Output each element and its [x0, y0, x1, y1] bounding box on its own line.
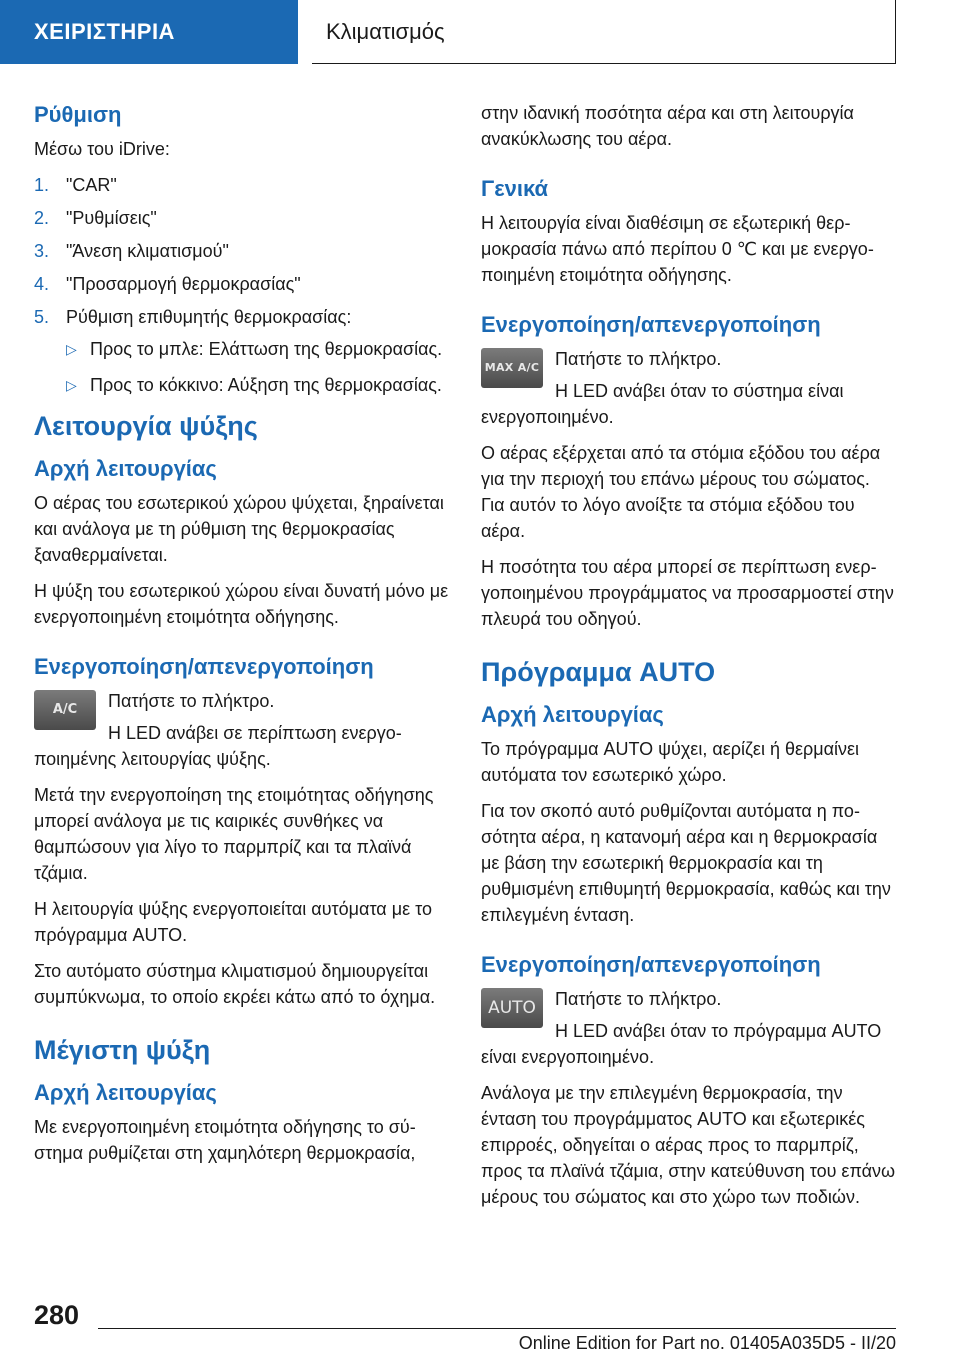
auto-button-row — [481, 986, 897, 1070]
paragraph: Η λειτουργία είναι διαθέσιμη σε εξωτερική θερμοκρασία πάνω από περίπου 0 ℃ και με ενεργοποιημένη ετοιμότητα οδήγησης. — [481, 213, 874, 285]
heading-principle: Αρχή λειτουργίας — [481, 702, 664, 727]
right-column — [481, 100, 897, 1220]
heading-principle: Αρχή λειτουργίας — [34, 1080, 217, 1105]
list-item — [34, 271, 450, 297]
steps-list — [34, 172, 450, 398]
step-number: 5. — [34, 307, 50, 327]
idrive-intro: Μέσω του iDrive: — [34, 139, 170, 159]
paragraph: Το πρόγραμμα AUTO ψύχει, αερίζει ή θερμαίνει αυτόματα τον εσωτερικό χώρο. — [481, 739, 860, 785]
left-column — [34, 100, 450, 1176]
step-number: 4. — [34, 274, 50, 294]
heading-general: Γενικά — [481, 176, 549, 201]
auto-button-icon: AUTO — [481, 988, 543, 1028]
paragraph: Ανάλογα με την επιλεγμένη θερμοκρασία, την ένταση του προγράμματος AUTO και εξωτερικές επιρροές, οδηγείται ο αέρας προς το παρμπρίζ, προς τα πλαϊνά τζάμια, στην κατεύθυνση του επάνω μέρους του σώματος και στο χώρο των ποδιών. — [481, 1083, 896, 1207]
paragraph: Για τον σκοπό αυτό ρυθμίζονται αυτόματα η ποσότητα αέρα, η κατανομή αέρα και η θερμοκρασία με βάση την εσωτερική θερμοκρασία και τη ρυθμισμένη επιθυμητή θερμοκρασία, καθώς και την επιλεγμένη ένταση. — [481, 801, 891, 925]
sub-list — [66, 336, 450, 398]
paragraph: Με ενεργοποιημένη ετοιμότητα οδήγησης το σύστημα ρυθμίζεται στη χαμηλότερη θερμοκρασία, — [34, 1117, 416, 1163]
paragraph: Η λειτουργία ψύξης ενεργοποιείται αυτόματα με το πρόγραμμα AUTO. — [34, 899, 432, 945]
heading-rythmisi: Ρύθμιση — [34, 102, 122, 127]
max-ac-button-row — [481, 346, 897, 430]
heading-max-cooling: Μέγιστη ψύξη — [34, 1035, 211, 1065]
press-instruction: Πατήστε το πλήκτρο. — [555, 989, 722, 1009]
paragraph: Ο αέρας εξέρχεται από τα στόμια εξόδου του αέρα για την περιοχή του επάνω μέρους του σώματος. Για αυτόν το λόγο ανοίξτε τα στόμια εξόδου του αέρα. — [481, 443, 881, 541]
sub-item — [66, 336, 450, 362]
step-number: 2. — [34, 208, 50, 228]
heading-activation: Ενεργοποίηση/απενεργοποίηση — [481, 952, 821, 977]
heading-activation: Ενεργοποίηση/απενεργοποίηση — [481, 312, 821, 337]
list-item — [34, 304, 450, 398]
footer-divider — [98, 1328, 896, 1329]
paragraph: Μετά την ενεργοποίηση της ετοιμότητας οδήγησης μπορεί ανάλογα με τις καιρικές συνθήκες να θαμπώσουν για λίγο το παρμπρίζ και τα πλαϊνά τζάμια. — [34, 785, 434, 883]
triangle-bullet-icon: ▷ — [66, 341, 77, 357]
paragraph: Ο αέρας του εσωτερικού χώρου ψύχεται, ξηραίνεται και ανάλογα με τη ρύθμιση της θερμοκρασίας ξαναθερμαίνεται. — [34, 493, 444, 565]
section-tab: ΧΕΙΡΙΣΤΗΡΙΑ — [0, 0, 298, 64]
ac-button-row — [34, 688, 450, 772]
step-number: 1. — [34, 175, 50, 195]
sub-item-text: Προς το μπλε: Ελάττωση της θερμοκρασίας. — [90, 339, 443, 359]
led-info: Η LED ανάβει όταν το πρόγραμμα AUTO είναι ενεργοποιημένο. — [481, 1021, 882, 1067]
sub-item-text: Προς το κόκκινο: Αύξηση της θερμοκρασίας. — [90, 375, 442, 395]
step-number: 3. — [34, 241, 50, 261]
sub-item — [66, 372, 450, 398]
heading-auto-program: Πρόγραμμα AUTO — [481, 657, 716, 687]
page-number: 280 — [34, 1300, 80, 1330]
ac-button-icon: A/C — [34, 690, 96, 730]
step-text: Ρύθμιση επιθυμητής θερμοκρασίας: — [66, 307, 352, 327]
list-item — [34, 205, 450, 231]
chapter-title: Κλιματισμός — [312, 0, 896, 64]
heading-activation: Ενεργοποίηση/απενεργοποίηση — [34, 654, 374, 679]
paragraph: Η ψύξη του εσωτερικού χώρου είναι δυνατή μόνο με ενεργοποιημένη ετοιμότητα οδήγησης. — [34, 581, 449, 627]
triangle-bullet-icon: ▷ — [66, 377, 77, 393]
heading-principle: Αρχή λειτουργίας — [34, 456, 217, 481]
step-text: "Προσαρμογή θερμοκρασίας" — [66, 274, 301, 294]
step-text: "Άνεση κλιματισμού" — [66, 241, 229, 261]
list-item — [34, 238, 450, 264]
edition-footer: Online Edition for Part no. 01405A035D5 - II/20 — [518, 1333, 896, 1353]
paragraph: στην ιδανική ποσότητα αέρα και στη λειτουργία ανακύκλωσης του αέρα. — [481, 103, 854, 149]
list-item — [34, 172, 450, 198]
max-ac-button-icon: MAX A/C — [481, 348, 543, 388]
paragraph: Η ποσότητα του αέρα μπορεί σε περίπτωση ενεργοποιημένου προγράμματος να προσαρμοστεί στην πλευρά του οδηγού. — [481, 557, 894, 629]
led-info: Η LED ανάβει σε περίπτωση ενεργοποιημένης λειτουργίας ψύξης. — [34, 723, 402, 769]
paragraph: Στο αυτόματο σύστημα κλιματισμού δημιουργείται συμπύκνωμα, το οποίο εκρέει κάτω από το όχημα. — [34, 961, 436, 1007]
step-text: "Ρυθμίσεις" — [66, 208, 157, 228]
press-instruction: Πατήστε το πλήκτρο. — [108, 691, 275, 711]
step-text: "CAR" — [66, 175, 117, 195]
heading-cooling: Λειτουργία ψύξης — [34, 411, 258, 441]
press-instruction: Πατήστε το πλήκτρο. — [555, 349, 722, 369]
led-info: Η LED ανάβει όταν το σύστημα είναι ενεργοποιημένο. — [481, 381, 844, 427]
